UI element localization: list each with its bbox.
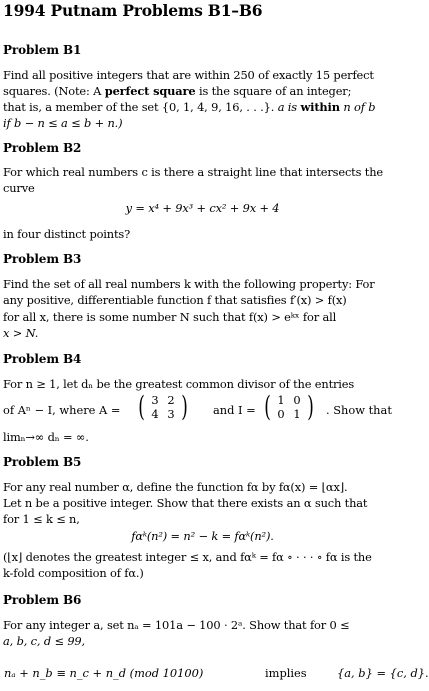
problem-b1-text: is the square of an integer; — [198, 84, 352, 98]
matrix-i: ( 1 0 0 1 ) — [264, 390, 314, 423]
problem-b1-text: that is, a member of the set {0, 1, 4, 9, 16, . . .}. — [3, 100, 275, 114]
problem-b5-line-5: k-fold composition of fα.) — [3, 566, 144, 580]
problem-b4-line-2b: and I = — [213, 403, 256, 417]
problem-b6-equation-right: {a, b} = {c, d}. — [337, 666, 429, 680]
problem-b6-equation-left: nₐ + n_b ≡ n_c + n_d (mod 10100) — [4, 666, 204, 680]
problem-b1-line-2 — [3, 84, 402, 98]
matrix-a-entry: 3 — [151, 393, 159, 407]
matrix-a-entry: 3 — [167, 407, 175, 421]
problem-b1-heading: Problem B1 — [3, 43, 82, 57]
problem-b2-line-2: curve — [3, 181, 35, 195]
problem-b1-text: n of b — [343, 100, 376, 114]
problem-b1-line-1: Find all positive integers that are within 250 of exactly 15 perfect — [3, 68, 374, 82]
problem-b5-line-2: Let n be a positive integer. Show that there exists an α such that — [3, 496, 368, 510]
problem-b2-heading: Problem B2 — [3, 141, 82, 155]
problem-b1-text: a is — [277, 100, 297, 114]
problem-b1-term-perfect-square: perfect square — [104, 84, 196, 98]
problem-b4-line-2c: . Show that — [326, 403, 392, 417]
problem-b4-line-2a: of Aⁿ − I, where A = — [3, 403, 121, 417]
problem-b6-heading: Problem B6 — [3, 593, 82, 607]
matrix-i-entry: 1 — [293, 407, 301, 421]
matrix-a-entry: 4 — [151, 407, 159, 421]
problem-b6-line-1: For any integer a, set nₐ = 101a − 100 · 2ᵃ. Show that for 0 ≤ — [3, 618, 350, 632]
problem-b6-implies: implies — [265, 666, 307, 680]
problem-b5-line-1: For any real number α, define the function fα by fα(x) = ⌊αx⌋. — [3, 480, 348, 494]
problem-b4-line-1: For n ≥ 1, let dₙ be the greatest common divisor of the entries — [3, 377, 355, 391]
problem-b5-line-4: (⌊x⌋ denotes the greatest integer ≤ x, and fαᵏ = fα ∘ · · · ∘ fα is the — [3, 550, 372, 564]
page-title: 1994 Putnam Problems B1–B6 — [3, 1, 263, 20]
problem-b4-heading: Problem B4 — [3, 352, 82, 366]
problem-b5-line-3: for 1 ≤ k ≤ n, — [3, 512, 80, 526]
problem-b1-line-4: if b − n ≤ a ≤ b + n.) — [3, 116, 123, 130]
matrix-i-entry: 0 — [293, 393, 301, 407]
matrix-a: ( 3 2 4 3 ) — [138, 390, 188, 423]
problem-b3-heading: Problem B3 — [3, 252, 82, 266]
problem-b1-line-3 — [3, 100, 402, 114]
problem-b2-equation: y = x⁴ + 9x³ + cx² + 9x + 4 — [125, 201, 280, 215]
problem-b3-line-4: x > N. — [3, 326, 39, 340]
problem-b5-heading: Problem B5 — [3, 455, 82, 469]
problem-b4-line-3: limₙ→∞ dₙ = ∞. — [3, 430, 89, 444]
matrix-a-entry: 2 — [167, 393, 175, 407]
problem-b3-line-3: for all x, there is some number N such that f(x) > eᵏˣ for all — [3, 310, 337, 324]
problem-b2-line-1: For which real numbers c is there a straight line that intersects the — [3, 165, 383, 179]
matrix-i-entry: 1 — [277, 393, 285, 407]
problem-b1-text: squares. (Note: A — [3, 84, 102, 98]
problem-b6-line-2: a, b, c, d ≤ 99, — [3, 634, 85, 648]
problem-b3-line-1: Find the set of all real numbers k with the following property: For — [3, 277, 375, 291]
problem-b3-line-2: any positive, differentiable function f that satisfies f′(x) > f(x) — [3, 293, 347, 307]
problem-b2-line-3: in four distinct points? — [3, 227, 131, 241]
problem-b5-equation: fαᵏ(n²) = n² − k = fαᵏ(n²). — [131, 529, 274, 543]
problem-b1-term-within: within — [300, 100, 340, 114]
matrix-i-entry: 0 — [277, 407, 285, 421]
